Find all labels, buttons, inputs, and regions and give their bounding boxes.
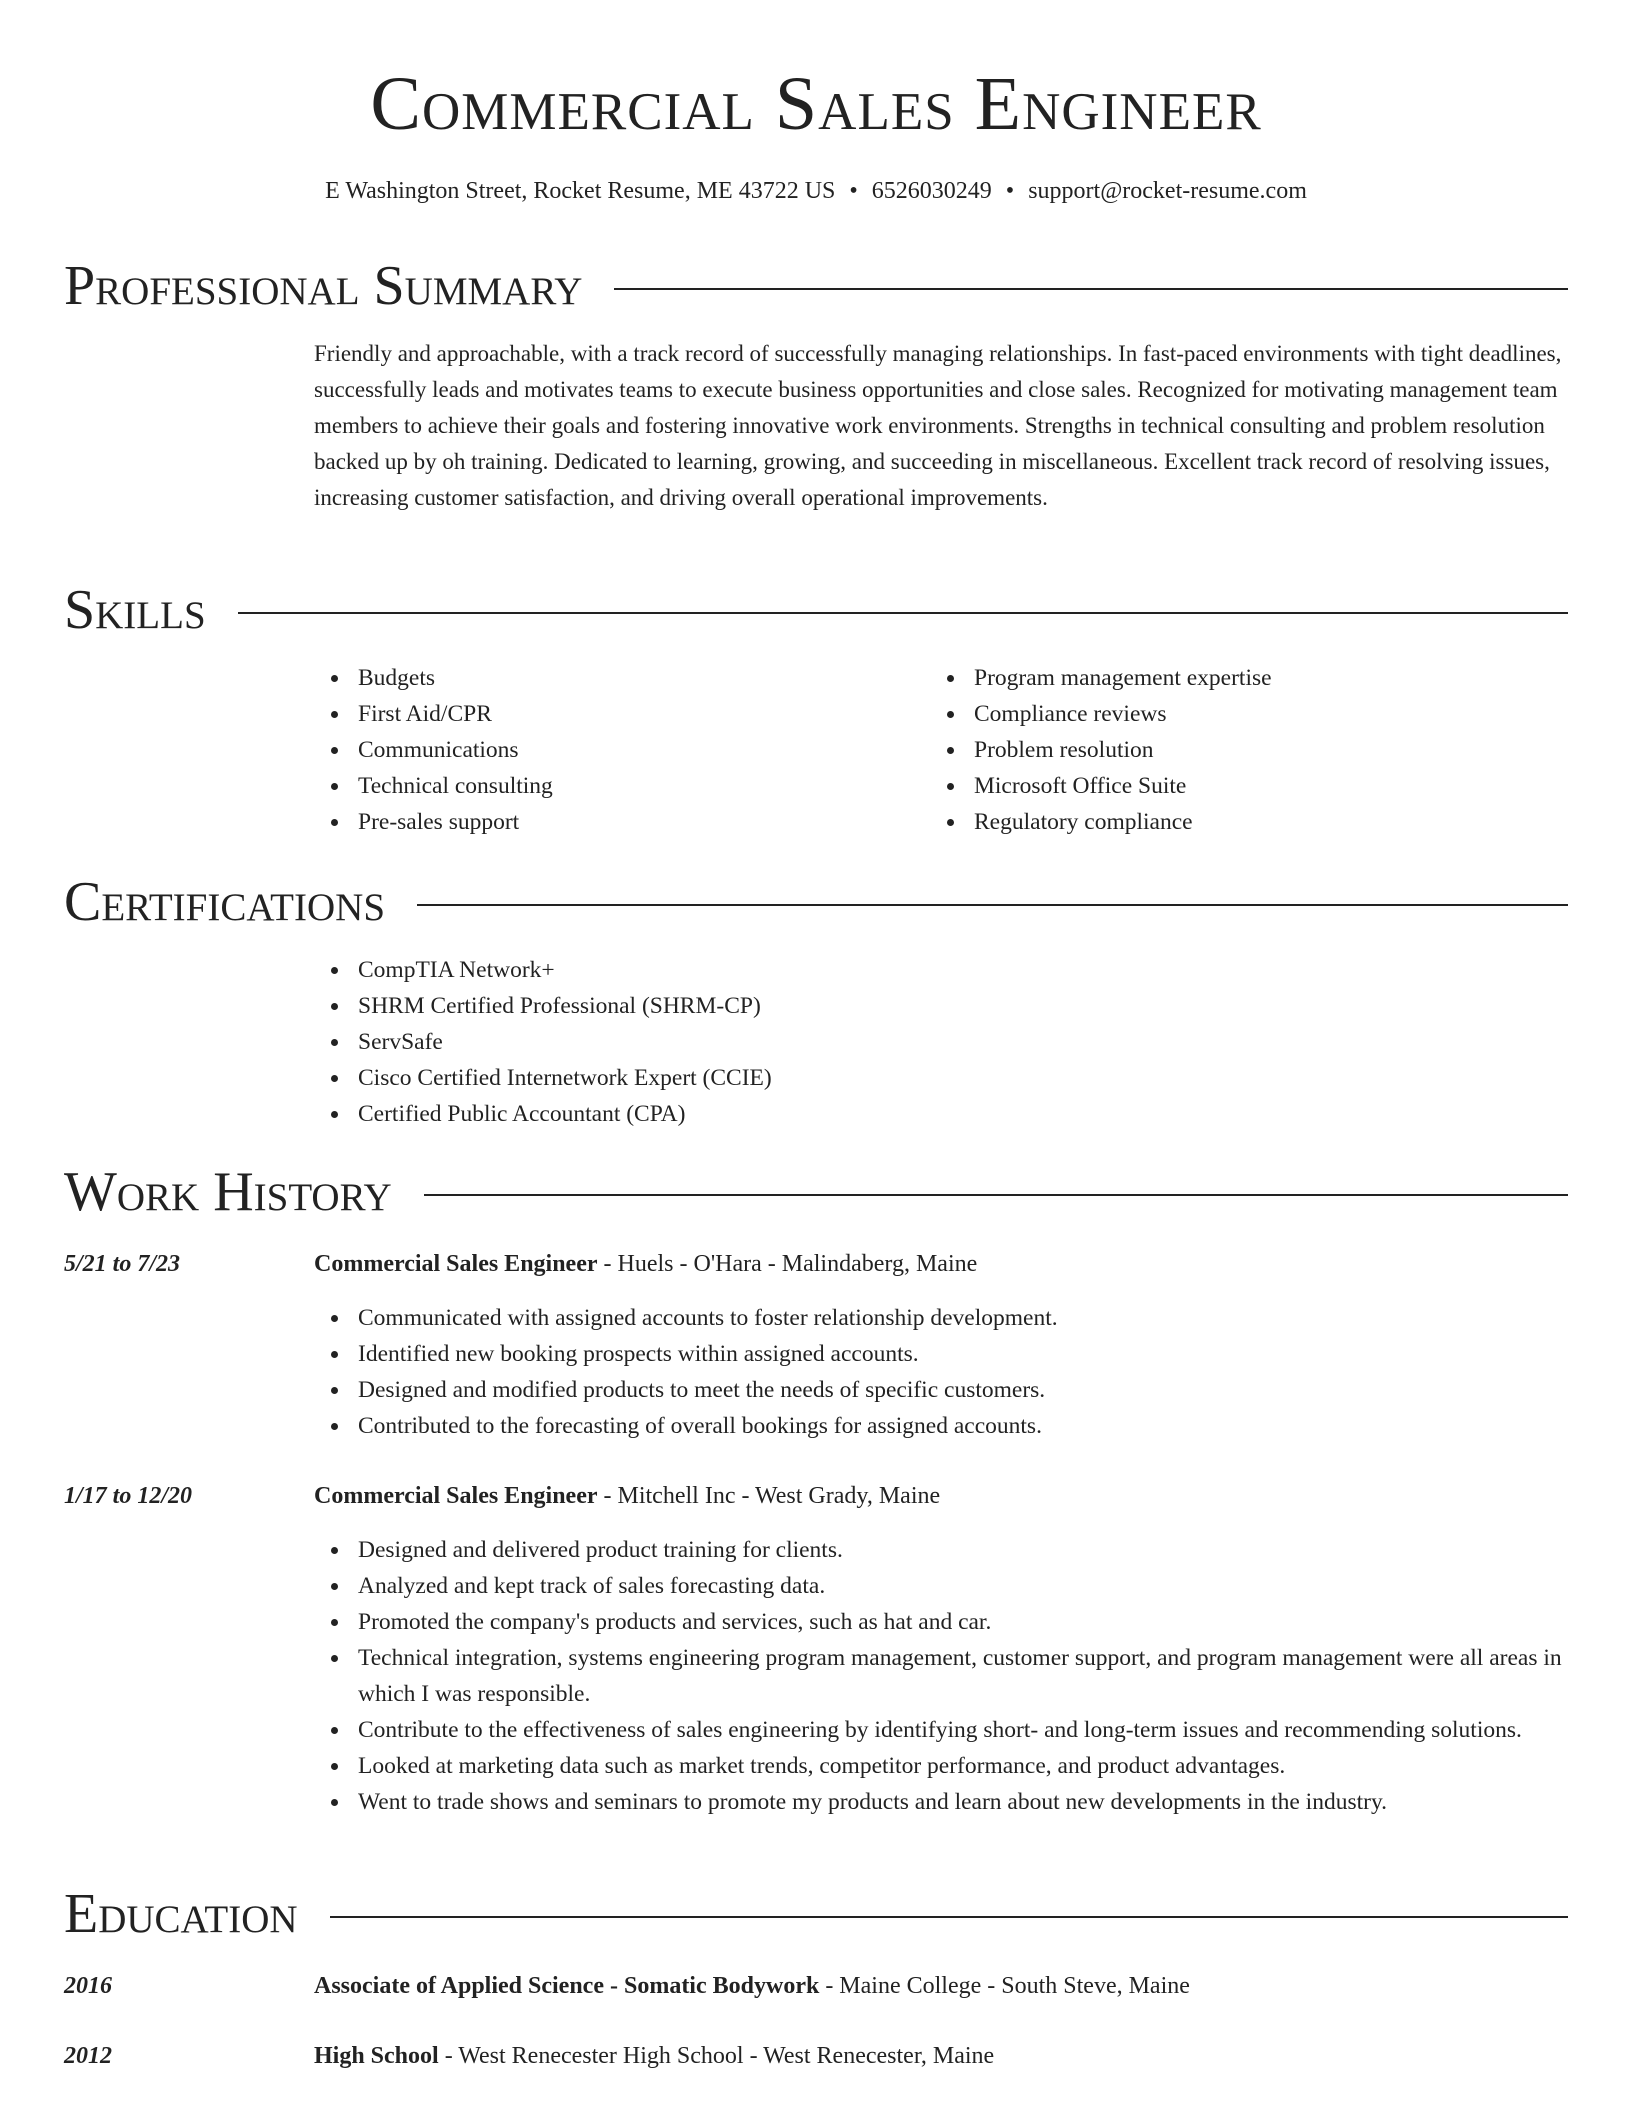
education-school: - Maine College - South Steve, Maine <box>819 1973 1190 1999</box>
job-dates: 1/17 to 12/20 <box>64 1483 193 1509</box>
education-school: - West Renecester High School - West Renecester, Maine <box>438 2043 995 2069</box>
section-title-skills: Skills <box>64 579 206 641</box>
certification-item: Cisco Certified Internetwork Expert (CCIE) <box>358 1060 1568 1096</box>
section-header-summary <box>64 254 1568 318</box>
job-bullet: Contribute to the effectiveness of sales engineering by identifying short- and long-term issues and recommending solutions. <box>358 1712 1568 1748</box>
certification-item: CompTIA Network+ <box>358 952 1568 988</box>
certification-item: Certified Public Accountant (CPA) <box>358 1096 1568 1132</box>
skill-item: Problem resolution <box>974 732 1490 768</box>
section-divider <box>417 904 1568 906</box>
job-bullet: Promoted the company's products and services, such as hat and car. <box>358 1604 1568 1640</box>
section-title-education: Education <box>64 1883 298 1945</box>
job-employer: - Huels - O'Hara - Malindaberg, Maine <box>597 1251 978 1277</box>
job-bullet: Analyzed and kept track of sales forecasting data. <box>358 1568 1568 1604</box>
section-divider <box>424 1194 1568 1196</box>
education-degree: Associate of Applied Science - Somatic Bodywork <box>314 1973 820 1999</box>
skill-item: Compliance reviews <box>974 696 1490 732</box>
job-bullets <box>314 1532 1568 1820</box>
section-header-skills <box>64 578 1568 642</box>
skill-item: Communications <box>358 732 874 768</box>
job-dates: 5/21 to 7/23 <box>64 1251 181 1277</box>
resume-name: Commercial Sales Engineer <box>370 62 1262 146</box>
skill-item: Budgets <box>358 660 874 696</box>
job-title-line <box>314 1478 1568 1514</box>
section-header-certifications <box>64 870 1568 934</box>
job-title: Commercial Sales Engineer <box>314 1251 598 1277</box>
education-degree: High School <box>314 2043 439 2069</box>
section-title-work-history: Work History <box>64 1161 392 1223</box>
skill-item: Technical consulting <box>358 768 874 804</box>
section-divider <box>614 288 1568 290</box>
section-divider <box>238 612 1568 614</box>
contact-separator: • <box>849 178 858 204</box>
job-bullet: Identified new booking prospects within assigned accounts. <box>358 1336 1568 1372</box>
skills-column-left <box>314 660 874 840</box>
certification-item: ServSafe <box>358 1024 1568 1060</box>
skill-item: Regulatory compliance <box>974 804 1490 840</box>
skill-item: Microsoft Office Suite <box>974 768 1490 804</box>
education-year: 2012 <box>64 2043 112 2069</box>
skill-item: Pre-sales support <box>358 804 874 840</box>
summary-text: Friendly and approachable, with a track record of successfully managing relationships. In fast-paced environments with tight deadlines, successfully leads and motivates teams to execute business opportunities and close sales. Recognized for motivating management team members to achieve their goals and fostering innovative work environments. Strengths in technical consulting and problem resolution backed up by oh training. Dedicated to learning, growing, and succeeding in miscellaneous. Excellent track record of resolving issues, increasing customer satisfaction, and driving overall operational improvements. <box>314 341 1562 510</box>
job-bullet: Technical integration, systems engineering program management, customer support, and program management were all areas in which I was responsible. <box>358 1640 1568 1712</box>
job-title-line <box>314 1246 1568 1282</box>
skill-item: First Aid/CPR <box>358 696 874 732</box>
job-title: Commercial Sales Engineer <box>314 1483 598 1509</box>
section-header-education <box>64 1882 1568 1946</box>
skills-column-right <box>930 660 1490 840</box>
contact-email: support@rocket-resume.com <box>1028 178 1307 204</box>
education-entry <box>314 1968 1568 2004</box>
education-year: 2016 <box>64 1973 112 1999</box>
job-bullet: Designed and modified products to meet the needs of specific customers. <box>358 1372 1568 1408</box>
job-bullet: Looked at marketing data such as market trends, competitor performance, and product advantages. <box>358 1748 1568 1784</box>
contact-separator: • <box>1005 178 1015 204</box>
skill-item: Program management expertise <box>974 660 1490 696</box>
job-bullet: Contributed to the forecasting of overall bookings for assigned accounts. <box>358 1408 1568 1444</box>
certifications-list <box>314 952 1568 1132</box>
section-title-certifications: Certifications <box>64 871 386 933</box>
job-bullet: Communicated with assigned accounts to foster relationship development. <box>358 1300 1568 1336</box>
contact-address: E Washington Street, Rocket Resume, ME 43722 US <box>325 178 836 204</box>
certification-item: SHRM Certified Professional (SHRM-CP) <box>358 988 1568 1024</box>
job-bullet: Went to trade shows and seminars to promote my products and learn about new developments in the industry. <box>358 1784 1568 1820</box>
section-divider <box>330 1916 1568 1918</box>
job-employer: - Mitchell Inc - West Grady, Maine <box>597 1483 941 1509</box>
job-bullets <box>314 1300 1568 1444</box>
education-entry <box>314 2038 1568 2074</box>
section-header-work-history <box>64 1160 1568 1224</box>
job-bullet: Designed and delivered product training for clients. <box>358 1532 1568 1568</box>
section-title-summary: Professional Summary <box>64 255 583 317</box>
contact-phone: 6526030249 <box>871 178 992 204</box>
contact-line <box>0 174 1632 208</box>
